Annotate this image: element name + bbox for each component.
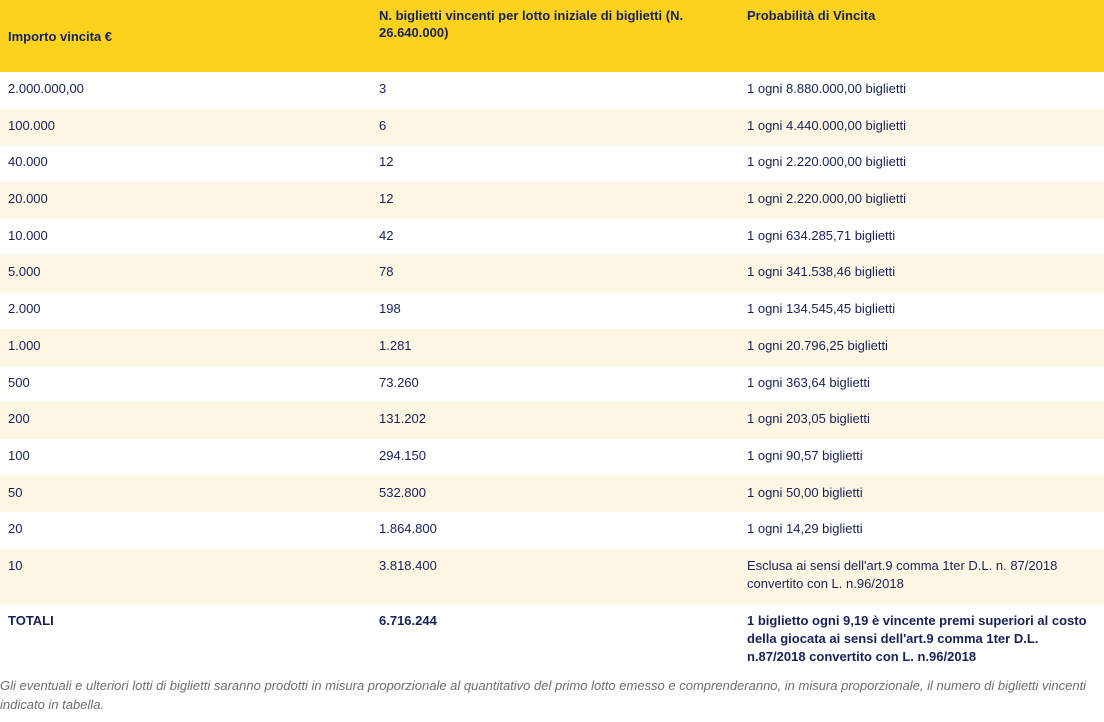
- cell-importo: 200: [8, 411, 30, 427]
- cell-importo: 20.000: [8, 191, 48, 207]
- cell-importo: 20: [8, 521, 23, 537]
- header-biglietti-vincenti: N. biglietti vincenti per lotto iniziale di biglietti (N. 26.640.000): [379, 8, 684, 40]
- cell-probabilita: 1 ogni 341.538,46 biglietti: [747, 264, 896, 280]
- cell-biglietti: 78: [379, 264, 394, 280]
- table-row: [0, 292, 1104, 329]
- cell-probabilita: 1 ogni 134.545,45 biglietti: [747, 301, 896, 317]
- totals-row: [0, 604, 1104, 670]
- table-row: [0, 366, 1104, 403]
- table-header: [0, 0, 1104, 72]
- table-row: [0, 329, 1104, 366]
- cell-probabilita: 1 ogni 90,57 biglietti: [747, 447, 863, 463]
- cell-biglietti: 12: [379, 191, 394, 207]
- cell-probabilita: Esclusa ai sensi dell'art.9 comma 1ter D.L. n. 87/2018 convertito con L. n.96/2018: [747, 557, 1058, 591]
- table-row: [0, 72, 1104, 109]
- table-row: [0, 512, 1104, 549]
- totals-label: TOTALI: [8, 612, 54, 628]
- table-row: [0, 439, 1104, 476]
- cell-importo: 10: [8, 557, 23, 573]
- table-row: [0, 255, 1104, 292]
- cell-biglietti: 73.260: [379, 374, 419, 390]
- cell-probabilita: 1 ogni 2.220.000,00 biglietti: [747, 154, 907, 170]
- cell-importo: 5.000: [8, 264, 41, 280]
- table-row: [0, 402, 1104, 439]
- cell-biglietti: 294.150: [379, 447, 426, 463]
- header-row: [0, 0, 1104, 72]
- cell-biglietti: 198: [379, 301, 401, 317]
- cell-biglietti: 131.202: [379, 411, 426, 427]
- table-row: [0, 109, 1104, 146]
- cell-biglietti: 3.818.400: [379, 557, 437, 573]
- cell-probabilita: 1 ogni 20.796,25 biglietti: [747, 337, 888, 353]
- footnote: Gli eventuali e ulteriori lotti di biglietti saranno prodotti in misura proporzionale al quantitativo del primo lotto emesso e comprenderanno, in misura proporzionale, il numero di biglietti vincenti indicato in tabella.: [0, 678, 1087, 712]
- cell-importo: 2.000.000,00: [8, 81, 84, 96]
- cell-biglietti: 532.800: [379, 484, 426, 500]
- cell-biglietti: 6: [379, 117, 387, 133]
- cell-importo: 100.000: [8, 117, 55, 133]
- table-body: [0, 72, 1104, 670]
- cell-biglietti: 1.864.800: [379, 521, 437, 537]
- cell-importo: 500: [8, 374, 30, 390]
- cell-probabilita: 1 ogni 50,00 biglietti: [747, 484, 863, 500]
- cell-importo: 1.000: [8, 337, 41, 353]
- table-row: [0, 182, 1104, 219]
- cell-importo: 2.000: [8, 301, 41, 317]
- table-row: [0, 219, 1104, 256]
- cell-biglietti: 1.281: [379, 337, 412, 353]
- totals-biglietti: 6.716.244: [379, 612, 437, 628]
- cell-probabilita: 1 ogni 14,29 biglietti: [747, 521, 863, 537]
- cell-probabilita: 1 ogni 363,64 biglietti: [747, 374, 870, 390]
- totals-probabilita: 1 biglietto ogni 9,19 è vincente premi superiori al costo della giocata ai sensi dell'art.9 comma 1ter D.L. n.87/2018 convertito con L. n.96/2018: [747, 612, 1087, 664]
- table-row: [0, 549, 1104, 604]
- cell-probabilita: 1 ogni 4.440.000,00 biglietti: [747, 117, 907, 133]
- table-row: [0, 476, 1104, 513]
- cell-biglietti: 42: [379, 227, 394, 243]
- cell-importo: 10.000: [8, 227, 48, 243]
- header-probabilita: Probabilità di Vincita: [747, 8, 876, 23]
- cell-biglietti: 12: [379, 154, 394, 170]
- cell-probabilita: 1 ogni 634.285,71 biglietti: [747, 227, 896, 243]
- cell-probabilita: 1 ogni 203,05 biglietti: [747, 411, 870, 427]
- cell-importo: 50: [8, 484, 23, 500]
- cell-biglietti: 3: [379, 81, 387, 96]
- table-row: [0, 145, 1104, 182]
- cell-importo: 100: [8, 447, 30, 463]
- cell-probabilita: 1 ogni 8.880.000,00 biglietti: [747, 81, 907, 96]
- cell-probabilita: 1 ogni 2.220.000,00 biglietti: [747, 191, 907, 207]
- cell-importo: 40.000: [8, 154, 48, 170]
- header-importo: Importo vincita €: [8, 28, 113, 44]
